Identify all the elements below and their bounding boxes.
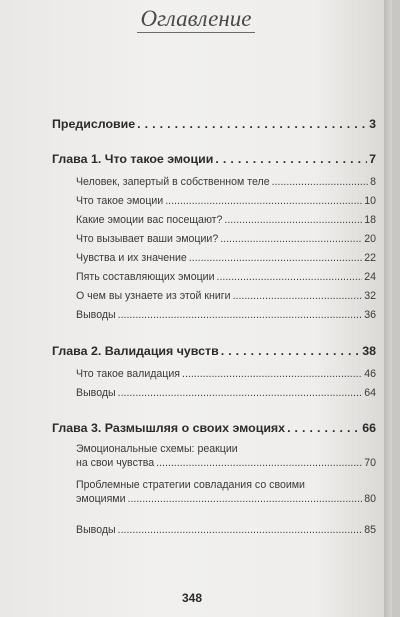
toc-subentry xyxy=(76,368,376,380)
entry-label: Выводы xyxy=(76,387,116,399)
dot-leader xyxy=(221,344,361,358)
dot-leader xyxy=(233,290,363,302)
entry-label: Выводы xyxy=(76,309,116,321)
entry-label: Что такое эмоции xyxy=(76,195,164,207)
toc-subentry xyxy=(76,271,376,283)
entry-label-line-1: Эмоциональные схемы: реакции xyxy=(76,443,238,455)
entry-page: 85 xyxy=(364,524,376,536)
entry-page: 46 xyxy=(364,368,376,380)
entry-page: 10 xyxy=(364,195,376,207)
toc-subentry xyxy=(76,309,376,321)
entry-page: 22 xyxy=(364,252,376,264)
toc-subentry xyxy=(76,524,376,536)
toc-subentry xyxy=(76,195,376,207)
toc-title xyxy=(0,6,392,32)
entry-label: Глава 3. Размышляя о своих эмоциях xyxy=(52,421,286,435)
entry-page: 80 xyxy=(364,493,376,505)
entry-label: Какие эмоции вас посещают? xyxy=(76,214,223,226)
entry-label-line-2: на свои чувства xyxy=(76,457,155,469)
toc-entry-chapter-3 xyxy=(52,421,376,435)
dot-leader xyxy=(189,252,362,264)
entry-page: 64 xyxy=(364,387,376,399)
entry-label: Предисловие xyxy=(52,117,136,131)
entry-label: Что такое валидация xyxy=(76,368,181,380)
entry-page: 18 xyxy=(364,214,376,226)
dot-leader xyxy=(128,492,363,506)
toc-subentry xyxy=(76,252,376,264)
entry-label: Чувства и их значение xyxy=(76,252,187,264)
entry-page: 70 xyxy=(364,457,376,469)
entry-label: Пять составляющих эмоции xyxy=(76,271,215,283)
dot-leader xyxy=(215,152,367,166)
dot-leader xyxy=(118,524,363,536)
entry-label-line-1: Проблемные стратегии совладания со своими xyxy=(76,479,305,491)
toc-subentry xyxy=(76,478,376,506)
entry-label: О чем вы узнаете из этой книги xyxy=(76,290,231,302)
dot-leader xyxy=(118,309,363,321)
toc-entry-preface xyxy=(52,117,376,131)
entry-label: Глава 2. Валидация чувств xyxy=(52,344,219,358)
entry-page: 8 xyxy=(370,176,376,188)
dot-leader xyxy=(156,456,362,470)
dot-leader xyxy=(287,421,360,435)
dot-leader xyxy=(220,233,362,245)
toc-subentry xyxy=(76,290,376,302)
dot-leader xyxy=(137,117,367,131)
toc-entry-chapter-2 xyxy=(52,344,376,358)
entry-page: 7 xyxy=(369,152,376,166)
entry-page: 20 xyxy=(364,233,376,245)
dot-leader xyxy=(224,214,362,226)
toc-title-text: Оглавление xyxy=(137,6,254,33)
entry-page: 38 xyxy=(362,344,376,358)
toc-subentry xyxy=(76,176,376,188)
page-edge-shadow xyxy=(384,0,392,617)
entry-label: Выводы xyxy=(76,524,116,536)
entry-page: 66 xyxy=(362,421,376,435)
toc-subentry xyxy=(76,214,376,226)
dot-leader xyxy=(118,387,363,399)
entry-label: Человек, запертый в собственном теле xyxy=(76,176,270,188)
dot-leader xyxy=(165,195,362,207)
entry-page: 32 xyxy=(364,290,376,302)
dot-leader xyxy=(272,176,368,188)
entry-label-line-2: эмоциями xyxy=(76,493,126,505)
toc-subentry xyxy=(76,233,376,245)
entry-page: 3 xyxy=(369,117,376,131)
entry-last-line xyxy=(76,456,376,470)
entry-label: Что вызывает ваши эмоции? xyxy=(76,233,219,245)
dot-leader xyxy=(182,368,362,380)
dot-leader xyxy=(217,271,363,283)
entry-last-line xyxy=(76,492,376,506)
entry-page: 36 xyxy=(364,309,376,321)
entry-label: Глава 1. Что такое эмоции xyxy=(52,152,214,166)
page-number: 348 xyxy=(181,591,203,605)
toc-entry-chapter-1 xyxy=(52,152,376,166)
toc-subentry xyxy=(76,387,376,399)
entry-page: 24 xyxy=(364,271,376,283)
toc-subentry xyxy=(76,442,376,470)
